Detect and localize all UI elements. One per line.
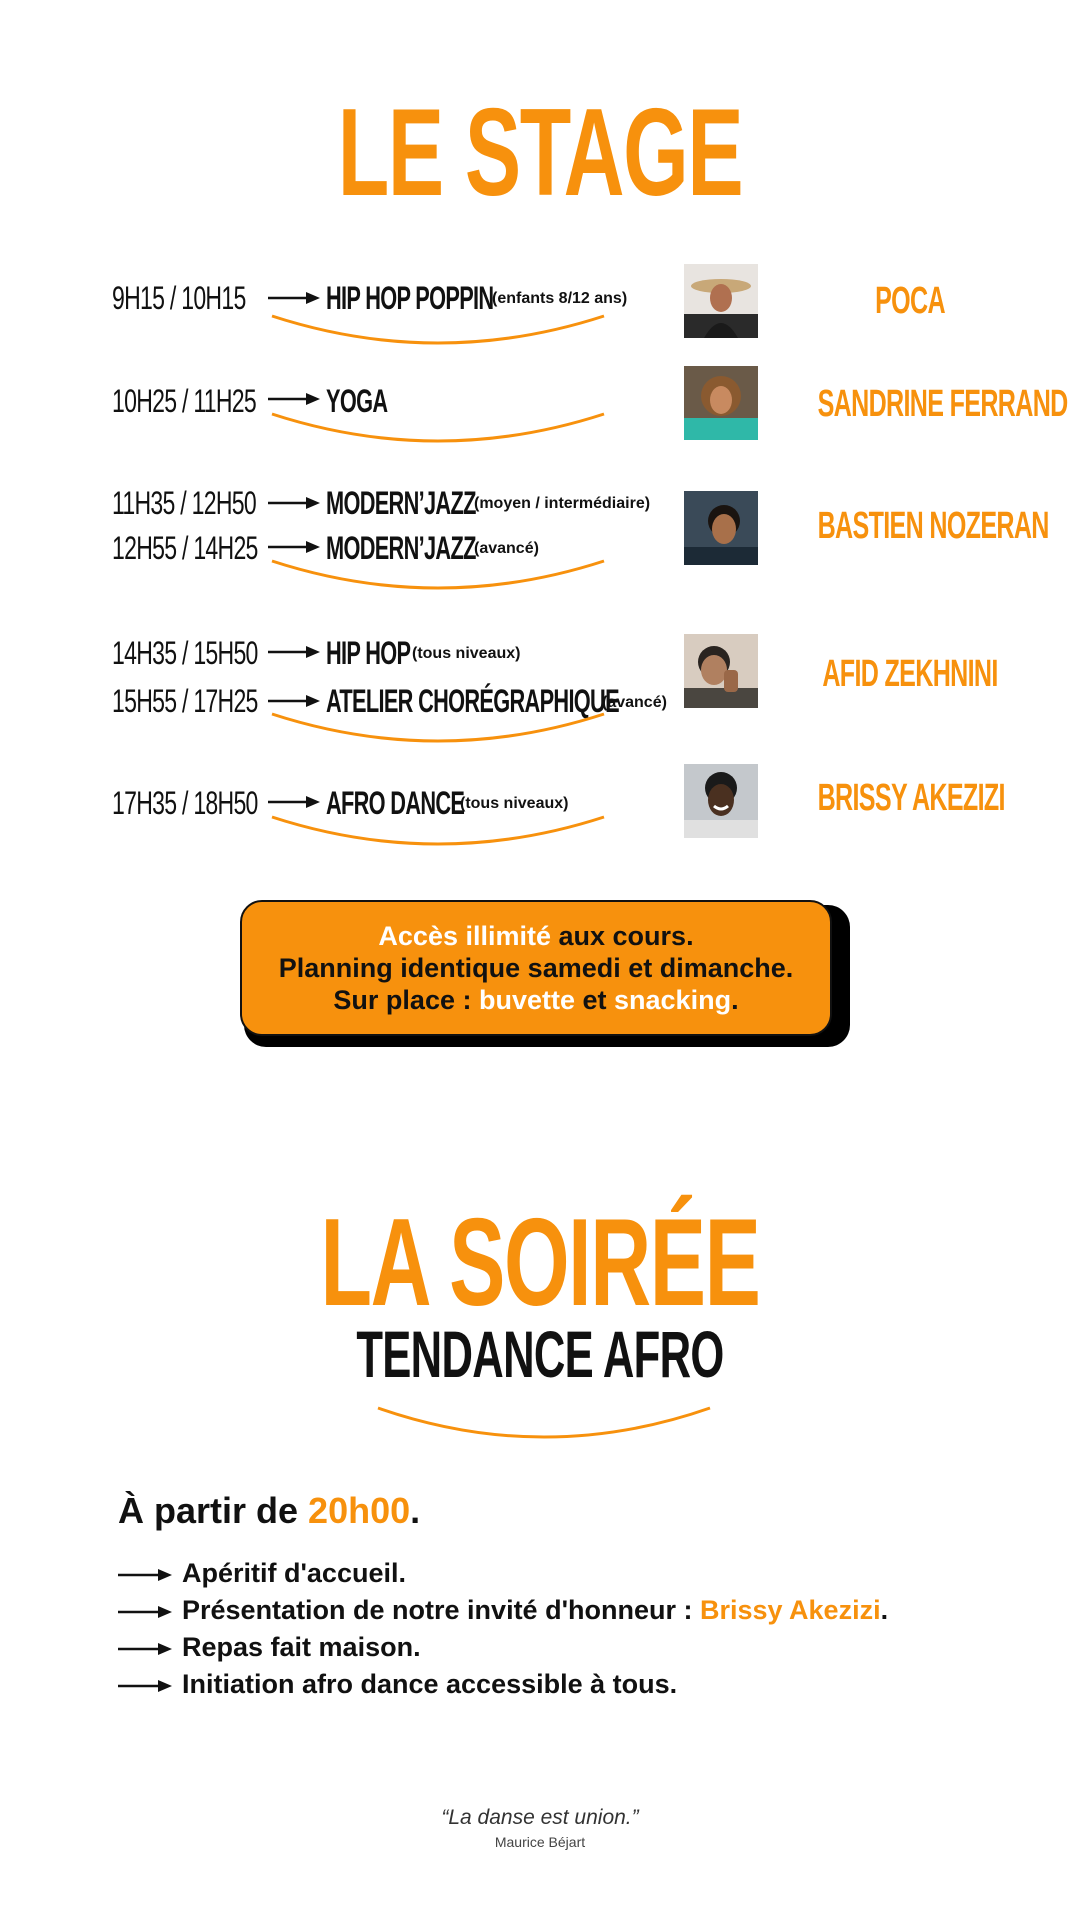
teacher-name: BASTIEN NOZERAN bbox=[817, 505, 1049, 547]
info-highlight: snacking bbox=[614, 985, 732, 1015]
start-suffix: . bbox=[410, 1490, 421, 1531]
list-item bbox=[118, 1630, 421, 1664]
swoosh-divider bbox=[270, 813, 606, 849]
teacher-name: BRISSY AKEZIZI bbox=[817, 777, 1005, 819]
list-item-text: Présentation de notre invité d'honneur : bbox=[182, 1595, 700, 1625]
list-item-text: Repas fait maison. bbox=[182, 1632, 421, 1662]
start-time-line bbox=[118, 1490, 420, 1532]
course-note: (moyen / intermédiaire) bbox=[474, 495, 651, 512]
time-slot: 10H25 / 11H25 bbox=[112, 383, 256, 419]
course-name: YOGA bbox=[326, 383, 388, 419]
info-highlight: buvette bbox=[478, 985, 575, 1015]
arrow-right-icon bbox=[268, 392, 320, 406]
course-name: ATELIER CHORÉGRAPHIQUE bbox=[326, 683, 619, 719]
avatar bbox=[684, 366, 758, 440]
info-highlight: Accès illimité bbox=[378, 921, 552, 951]
course-note: (tous niveaux) bbox=[460, 795, 569, 812]
arrow-right-icon bbox=[268, 496, 320, 510]
course-name: HIP HOP bbox=[326, 635, 411, 671]
time-slot: 9H15 / 10H15 bbox=[112, 280, 246, 316]
quote-text: “La danse est union.” bbox=[441, 1806, 639, 1829]
arrow-right-icon bbox=[118, 1568, 172, 1582]
teacher-name: AFID ZEKHNINI bbox=[822, 653, 998, 695]
course-name: MODERN’JAZZ bbox=[326, 485, 476, 521]
arrow-right-icon bbox=[268, 795, 320, 809]
swoosh-divider bbox=[270, 312, 606, 348]
start-prefix: À partir de bbox=[118, 1490, 309, 1531]
list-item-suffix: . bbox=[880, 1595, 889, 1625]
course-name: HIP HOP POPPIN bbox=[326, 280, 494, 316]
info-text: Planning identique samedi et dimanche. bbox=[278, 953, 794, 983]
list-item-text: Apéritif d'accueil. bbox=[182, 1558, 406, 1588]
info-box bbox=[240, 900, 832, 1036]
teacher-name: SANDRINE FERRAND bbox=[817, 383, 1068, 425]
arrow-right-icon bbox=[268, 291, 320, 305]
time-slot: 12H55 / 14H25 bbox=[112, 530, 258, 566]
time-slot: 14H35 / 15H50 bbox=[112, 635, 258, 671]
course-note: (tous niveaux) bbox=[412, 645, 521, 662]
quote-author: Maurice Béjart bbox=[494, 1834, 586, 1850]
avatar bbox=[684, 764, 758, 838]
soiree-subtitle: TENDANCE AFRO bbox=[356, 1317, 724, 1391]
arrow-right-icon bbox=[118, 1642, 172, 1656]
time-slot: 17H35 / 18H50 bbox=[112, 785, 258, 821]
swoosh-divider bbox=[270, 410, 606, 446]
start-time: 20h00 bbox=[308, 1490, 411, 1531]
swoosh-divider bbox=[270, 557, 606, 593]
time-slot: 11H35 / 12H50 bbox=[112, 485, 256, 521]
arrow-right-icon bbox=[268, 645, 320, 659]
teacher-name: POCA bbox=[875, 280, 945, 322]
swoosh-divider bbox=[376, 1404, 712, 1444]
course-note: (avancé) bbox=[474, 540, 539, 557]
avatar bbox=[684, 491, 758, 565]
list-item bbox=[118, 1556, 406, 1590]
stage-title: LE STAGE bbox=[337, 84, 743, 222]
info-text: Sur place : bbox=[333, 985, 479, 1015]
swoosh-divider bbox=[270, 710, 606, 746]
course-name: AFRO DANCE bbox=[326, 785, 465, 821]
course-note: (avancé) bbox=[602, 694, 667, 711]
course-note: (enfants 8/12 ans) bbox=[492, 290, 628, 307]
info-text: et bbox=[575, 985, 615, 1015]
info-text: aux cours. bbox=[551, 921, 694, 951]
list-item bbox=[118, 1667, 677, 1701]
avatar bbox=[684, 264, 758, 338]
soiree-title: LA SOIRÉE bbox=[320, 1194, 760, 1332]
list-item-text: Initiation afro dance accessible à tous. bbox=[182, 1669, 678, 1699]
info-text: . bbox=[731, 985, 739, 1015]
arrow-right-icon bbox=[268, 540, 320, 554]
course-name: MODERN’JAZZ bbox=[326, 530, 476, 566]
arrow-right-icon bbox=[118, 1679, 172, 1693]
arrow-right-icon bbox=[118, 1605, 172, 1619]
avatar bbox=[684, 634, 758, 708]
list-item bbox=[118, 1593, 888, 1627]
guest-name: Brissy Akezizi bbox=[699, 1595, 881, 1625]
arrow-right-icon bbox=[268, 694, 320, 708]
time-slot: 15H55 / 17H25 bbox=[112, 683, 258, 719]
